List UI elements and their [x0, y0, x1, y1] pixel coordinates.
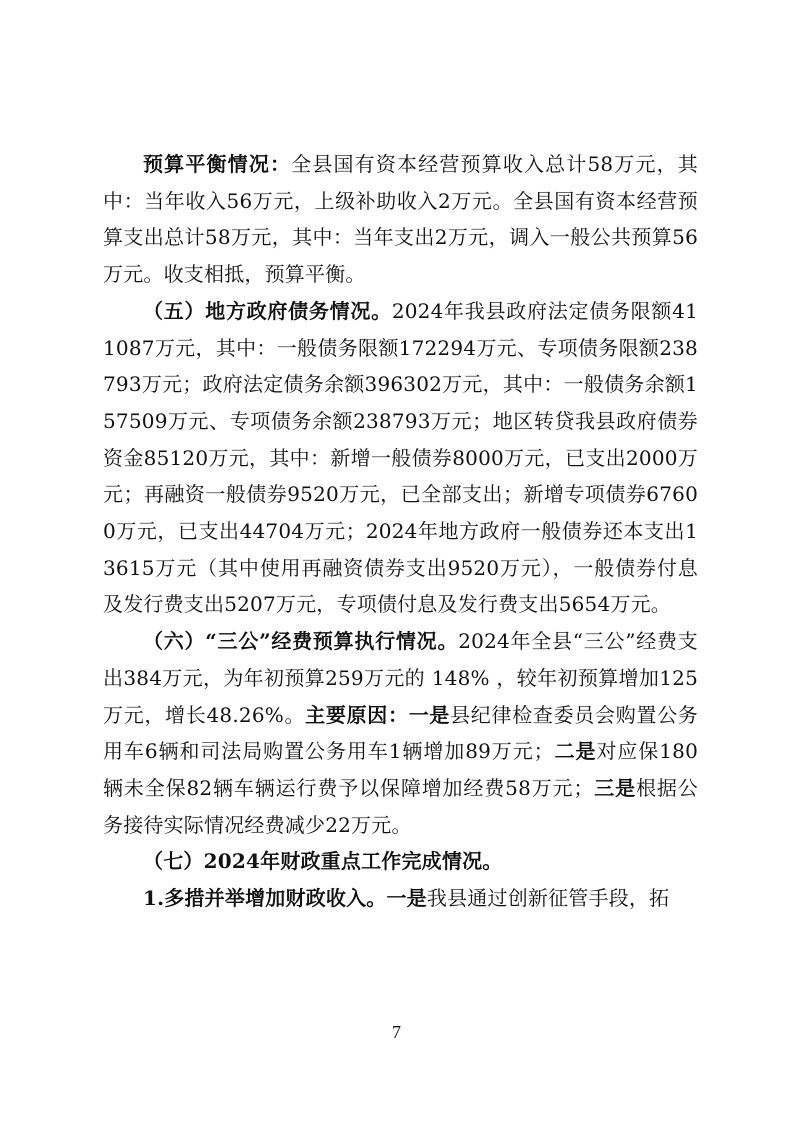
- text-budget-balance: 全县国有资本经营预算收入总计58万元，其中：当年收入56万元，上级补助收入2万元。全县国有资本经营预算支出总计58万元，其中：当年支出2万元，调入一般公共预算56万元。收支相抵，预算平衡。: [103, 152, 699, 287]
- text-first-reason: 县纪律检查委员会购置公务用车6辆和司法局购置公务用车1辆增加89万元；: [103, 702, 699, 764]
- text-revenue-first-measure: 我县通过创新征管手段，拓: [426, 886, 670, 911]
- page-number: 7: [392, 1022, 401, 1042]
- paragraph-three-public-expenses: [103, 623, 698, 843]
- label-main-reasons: 主要原因：: [305, 702, 409, 727]
- label-first-reason: 一是: [408, 702, 451, 727]
- section-heading-fiscal-work-2024: [103, 843, 698, 880]
- text-second-reason: 对应保180辆未全保82辆车辆运行费予以保障增加经费58万元；: [103, 739, 699, 800]
- text-third-reason: 根据公务接待实际情况经费减少22万元。: [103, 775, 699, 837]
- heading-budget-balance: 预算平衡情况：: [143, 152, 292, 176]
- document-body: [103, 146, 698, 917]
- paragraph-local-government-debt: [103, 293, 698, 623]
- label-revenue-first-measure: 一是: [386, 886, 427, 911]
- text-three-public-expenses-summary: 2024年全县“三公”经费支出384万元，为年初预算259万元的 148% ，较年初预算增加125万元，增长48.26%。: [103, 629, 698, 727]
- label-second-reason: 二是: [553, 739, 597, 764]
- heading-fiscal-work-2024: （七）2024年财政重点工作完成情况。: [143, 849, 503, 874]
- heading-three-public-expenses: （六）“三公”经费预算执行情况。: [143, 629, 459, 654]
- label-third-reason: 三是: [593, 775, 637, 800]
- text-local-government-debt: 2024年我县政府法定债务限额411087万元，其中：一般债务限额172294万元、专项债务限额238793万元；政府法定债务余额396302万元，其中：一般债务余额157509万元、专项债务余额238793万元；地区转贷我县政府债券资金85120万元，其中：新增一般债券8000万元，已支出2000万元；再融资一般债券9520万元，已全部支出；新增专项债券67600万元，已支出44704万元；2024年地方政府一般债券还本支出13615万元（其中使用再融资债券支出9520万元），一般债券付息及发行费支出5207万元，专项债付息及发行费支出5654万元。: [103, 298, 698, 617]
- heading-local-government-debt: （五）地方政府债务情况。: [143, 298, 392, 323]
- paragraph-increase-revenue: [103, 880, 698, 917]
- heading-increase-revenue: 1.多措并举增加财政收入。: [143, 886, 387, 911]
- paragraph-budget-balance: [103, 146, 698, 293]
